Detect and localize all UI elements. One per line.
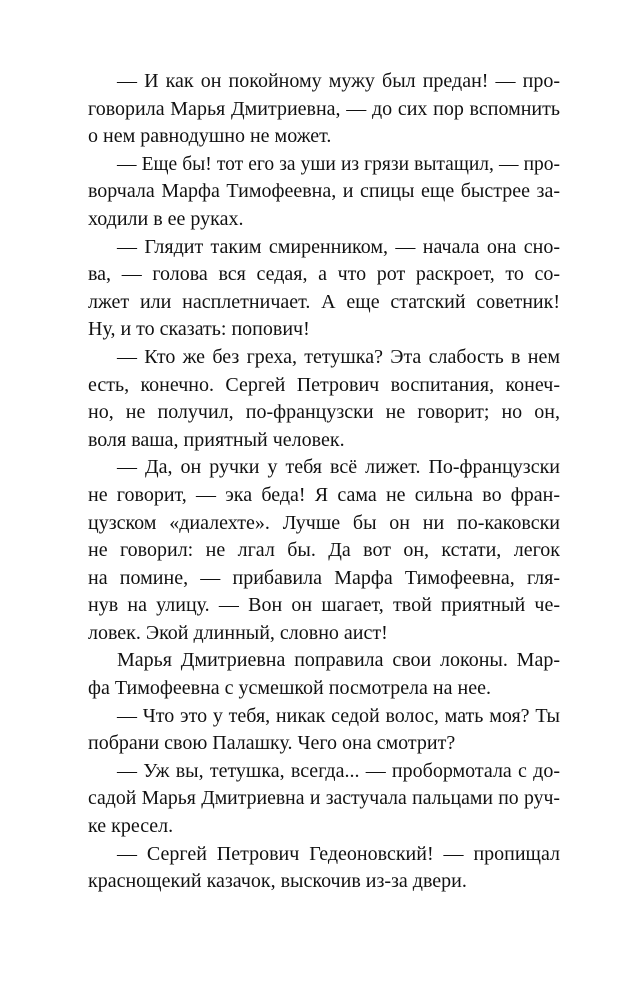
text-line: говорила Марья Дмитриевна, — до сих пор вспомнить <box>88 97 560 120</box>
text-line: краснощекий казачок, выскочив из-за двери. <box>88 870 467 893</box>
text-line: побрани свою Палашку. Чего она смотрит? <box>88 732 456 755</box>
text-line: воля ваша, приятный человек. <box>88 428 345 451</box>
text-line: — Сергей Петрович Гедеоновский! — пропищал <box>117 842 560 865</box>
text-line: Ну, и то сказать: попович! <box>88 318 310 341</box>
text-line: — Кто же без греха, тетушка? Эта слабость в нем <box>117 345 560 368</box>
text-line: ва, — голова вся седая, а что рот раскроет, то со- <box>88 263 560 286</box>
text-line: садой Марья Дмитриевна и застучала пальцами по руч- <box>88 787 560 810</box>
text-line: лжет или насплетничает. А еще статский советник! <box>88 290 560 313</box>
text-line: — Уж вы, тетушка, всегда... — пробормотала с до- <box>117 759 560 782</box>
text-line: не говорит, — эка беда! Я сама не сильна во фран- <box>88 483 560 506</box>
text-line: — И как он покойному мужу был предан! — про- <box>117 70 560 92</box>
text-line: не говорил: не лгал бы. Да вот он, кстати, легок <box>88 539 560 562</box>
book-page <box>88 68 560 896</box>
text-line: цузском «диалехте». Лучше бы он ни по-каковски <box>88 511 560 534</box>
text-line: на помине, — прибавила Марфа Тимофеевна, гля- <box>88 566 560 589</box>
text-line: ворчала Марфа Тимофеевна, и спицы еще быстрее за- <box>88 180 560 203</box>
text-line: — Глядит таким смиренником, — начала она сно- <box>117 235 560 258</box>
text-line: ке кресел. <box>88 815 174 838</box>
text-line: — Что это у тебя, никак седой волос, мать моя? Ты <box>117 704 560 727</box>
text-line: есть, конечно. Сергей Петрович воспитания, конеч- <box>88 373 560 396</box>
text-line: ловек. Экой длинный, словно аист! <box>88 621 388 644</box>
text-line: нув на улицу. — Вон он шагает, твой приятный че- <box>88 594 560 617</box>
text-line: ходили в ее руках. <box>88 207 244 230</box>
text-line: о нем равнодушно не может. <box>88 125 332 148</box>
text-line: фа Тимофеевна с усмешкой посмотрела на нее. <box>88 677 491 700</box>
text-line: Марья Дмитриевна поправила свои локоны. Мар- <box>117 649 560 672</box>
text-line: — Да, он ручки у тебя всё лижет. По-французски <box>117 456 560 479</box>
text-line: — Еще бы! тот его за уши из грязи вытащил, — про- <box>117 153 560 175</box>
text-line: но, не получил, по-французски не говорит; но он, <box>88 401 560 424</box>
